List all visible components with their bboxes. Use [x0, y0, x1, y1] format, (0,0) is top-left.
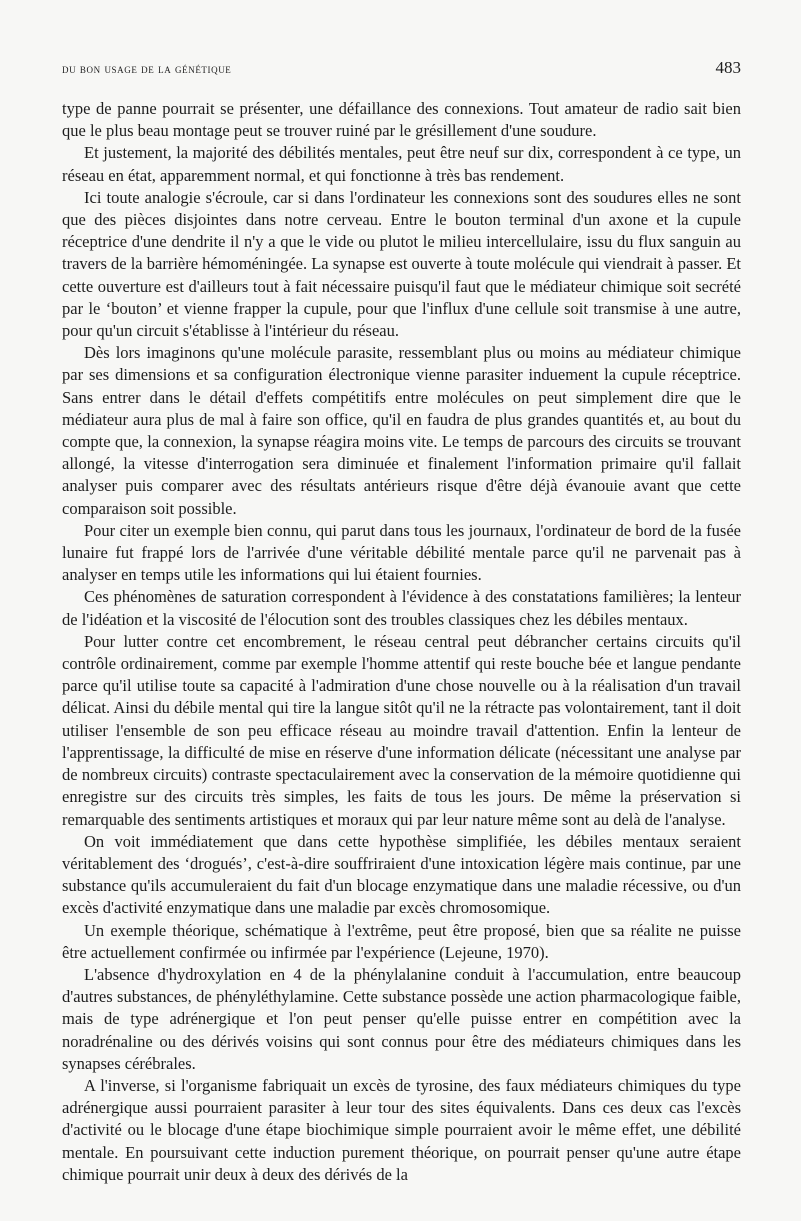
- paragraph: L'absence d'hydroxylation en 4 de la phénylalanine conduit à l'accumulation, entre beaucoup d'autres substances, de phényléthylamine. Cette substance possède une action pharmacologique faible, mais de type adrénergique et l'on peut penser qu'elle puisse entrer en compétition avec la noradrénaline ou des dérivés voisins qui sont connus pour être des médiateurs chimiques dans les synapses cérébrales.: [62, 964, 741, 1073]
- paragraph: A l'inverse, si l'organisme fabriquait un excès de tyrosine, des faux médiateurs chimiques du type adrénergique aussi pourraient parasiter à leur tour des sites équivalents. Dans ces deux cas l'excès d'activité ou le blocage d'une étape biochimique simple pourraient avoir le même effet, une débilité mentale. En poursuivant cette induction purement théorique, on pourrait penser qu'une autre étape chimique pourrait unir deux à deux des dérivés de la: [62, 1075, 741, 1184]
- paragraph: Ces phénomènes de saturation correspondent à l'évidence à des constatations familières; la lenteur de l'idéation et la viscosité de l'élocution sont des troubles classiques chez les débiles mentaux.: [62, 587, 741, 629]
- page-number: 483: [715, 58, 741, 77]
- paragraph: Et justement, la majorité des débilités mentales, peut être neuf sur dix, correspondent à ce type, un réseau en état, apparemment normal, et qui fonctionne à très bas rendement.: [62, 143, 741, 185]
- paragraph: type de panne pourrait se présenter, une défaillance des connexions. Tout amateur de radio sait bien que le plus beau montage peut se trouver ruiné par le grésillement d'une soudure.: [62, 99, 741, 141]
- paragraph: Dès lors imaginons qu'une molécule parasite, ressemblant plus ou moins au médiateur chimique par ses dimensions et sa configuration électronique vienne parasiter induement la cupule réceptrice. Sans entrer dans le détail d'effets compétitifs entre molécules on peut simplement dire que le médiateur aura plus de mal à faire son office, qu'il en faudra de plus grandes quantités et, au bout du compte que, la connexion, la synapse réagira moins vite. Le temps de parcours des circuits se trouvant allongé, la vitesse d'interrogation sera diminuée et finalement l'information primaire qu'il fallait analyser puis comparer avec des résultats antérieurs risque d'être déjà évanouie avant que cette comparaison soit possible.: [62, 343, 741, 518]
- paragraph: Ici toute analogie s'écroule, car si dans l'ordinateur les connexions sont des soudures elles ne sont que des pièces disjointes dans notre cerveau. Entre le bouton terminal d'un axone et la cupule réceptrice d'une dendrite il n'y a que le vide ou plutot le milieu intercellulaire, issu du flux sanguin au travers de la barrière hémoméningée. La synapse est ouverte à toute molécule qui viendrait à passer. Et cette ouverture est d'ailleurs tout à fait nécessaire puisqu'il faut que le médiateur chimique soit secrété par le ‘bouton’ et vienne frapper la cupule, pour que l'influx d'une cellule soit transmise à une autre, pour qu'un circuit s'établisse à l'intérieur du réseau.: [62, 187, 741, 341]
- page-header: [62, 58, 741, 98]
- paragraph: Un exemple théorique, schématique à l'extrême, peut être proposé, bien que sa réalite ne puisse être actuellement confirmée ou infirmée par l'expérience (Lejeune, 1970).: [62, 920, 741, 962]
- paragraph: Pour citer un exemple bien connu, qui parut dans tous les journaux, l'ordinateur de bord de la fusée lunaire fut frappé lors de l'arrivée d'une véritable débilité mentale parce qu'il ne parvenait pas à analyser en temps utile les informations qui lui étaient fournies.: [62, 520, 741, 585]
- running-head: du bon usage de la génétique: [62, 62, 232, 76]
- paragraph: On voit immédiatement que dans cette hypothèse simplifiée, les débiles mentaux seraient véritablement des ‘drogués’, c'est-à-dire souffriraient d'une intoxication légère mais continue, par une substance qu'ils accumuleraient du fait d'un blocage enzymatique dans une maladie récessive, ou d'un excès d'activité enzymatique dans une maladie par excès chromosomique.: [62, 831, 741, 918]
- paragraph: Pour lutter contre cet encombrement, le réseau central peut débrancher certains circuits qu'il contrôle ordinairement, comme par exemple l'homme attentif qui reste bouche bée et langue pendante parce qu'il utilise toute sa capacité à l'admiration d'une chose nouvelle ou à la réalisation d'un travail délicat. Ainsi du débile mental qui tire la langue sitôt qu'il ne la rétracte pas volontairement, tant il doit utiliser l'ensemble de son peu efficace réseau au moindre travail d'attention. Enfin la lenteur de l'apprentissage, la difficulté de mise en réserve d'une information délicate (nécessitant une analyse par de nombreux circuits) contraste spectaculairement avec la conservation de la mémoire quotidienne qui enregistre sur des circuits très simples, les faits de tous les jours. De même la préservation si remarquable des sentiments artistiques et moraux qui par leur nature même sont au delà de l'analyse.: [62, 631, 741, 829]
- body-text: [62, 98, 741, 1186]
